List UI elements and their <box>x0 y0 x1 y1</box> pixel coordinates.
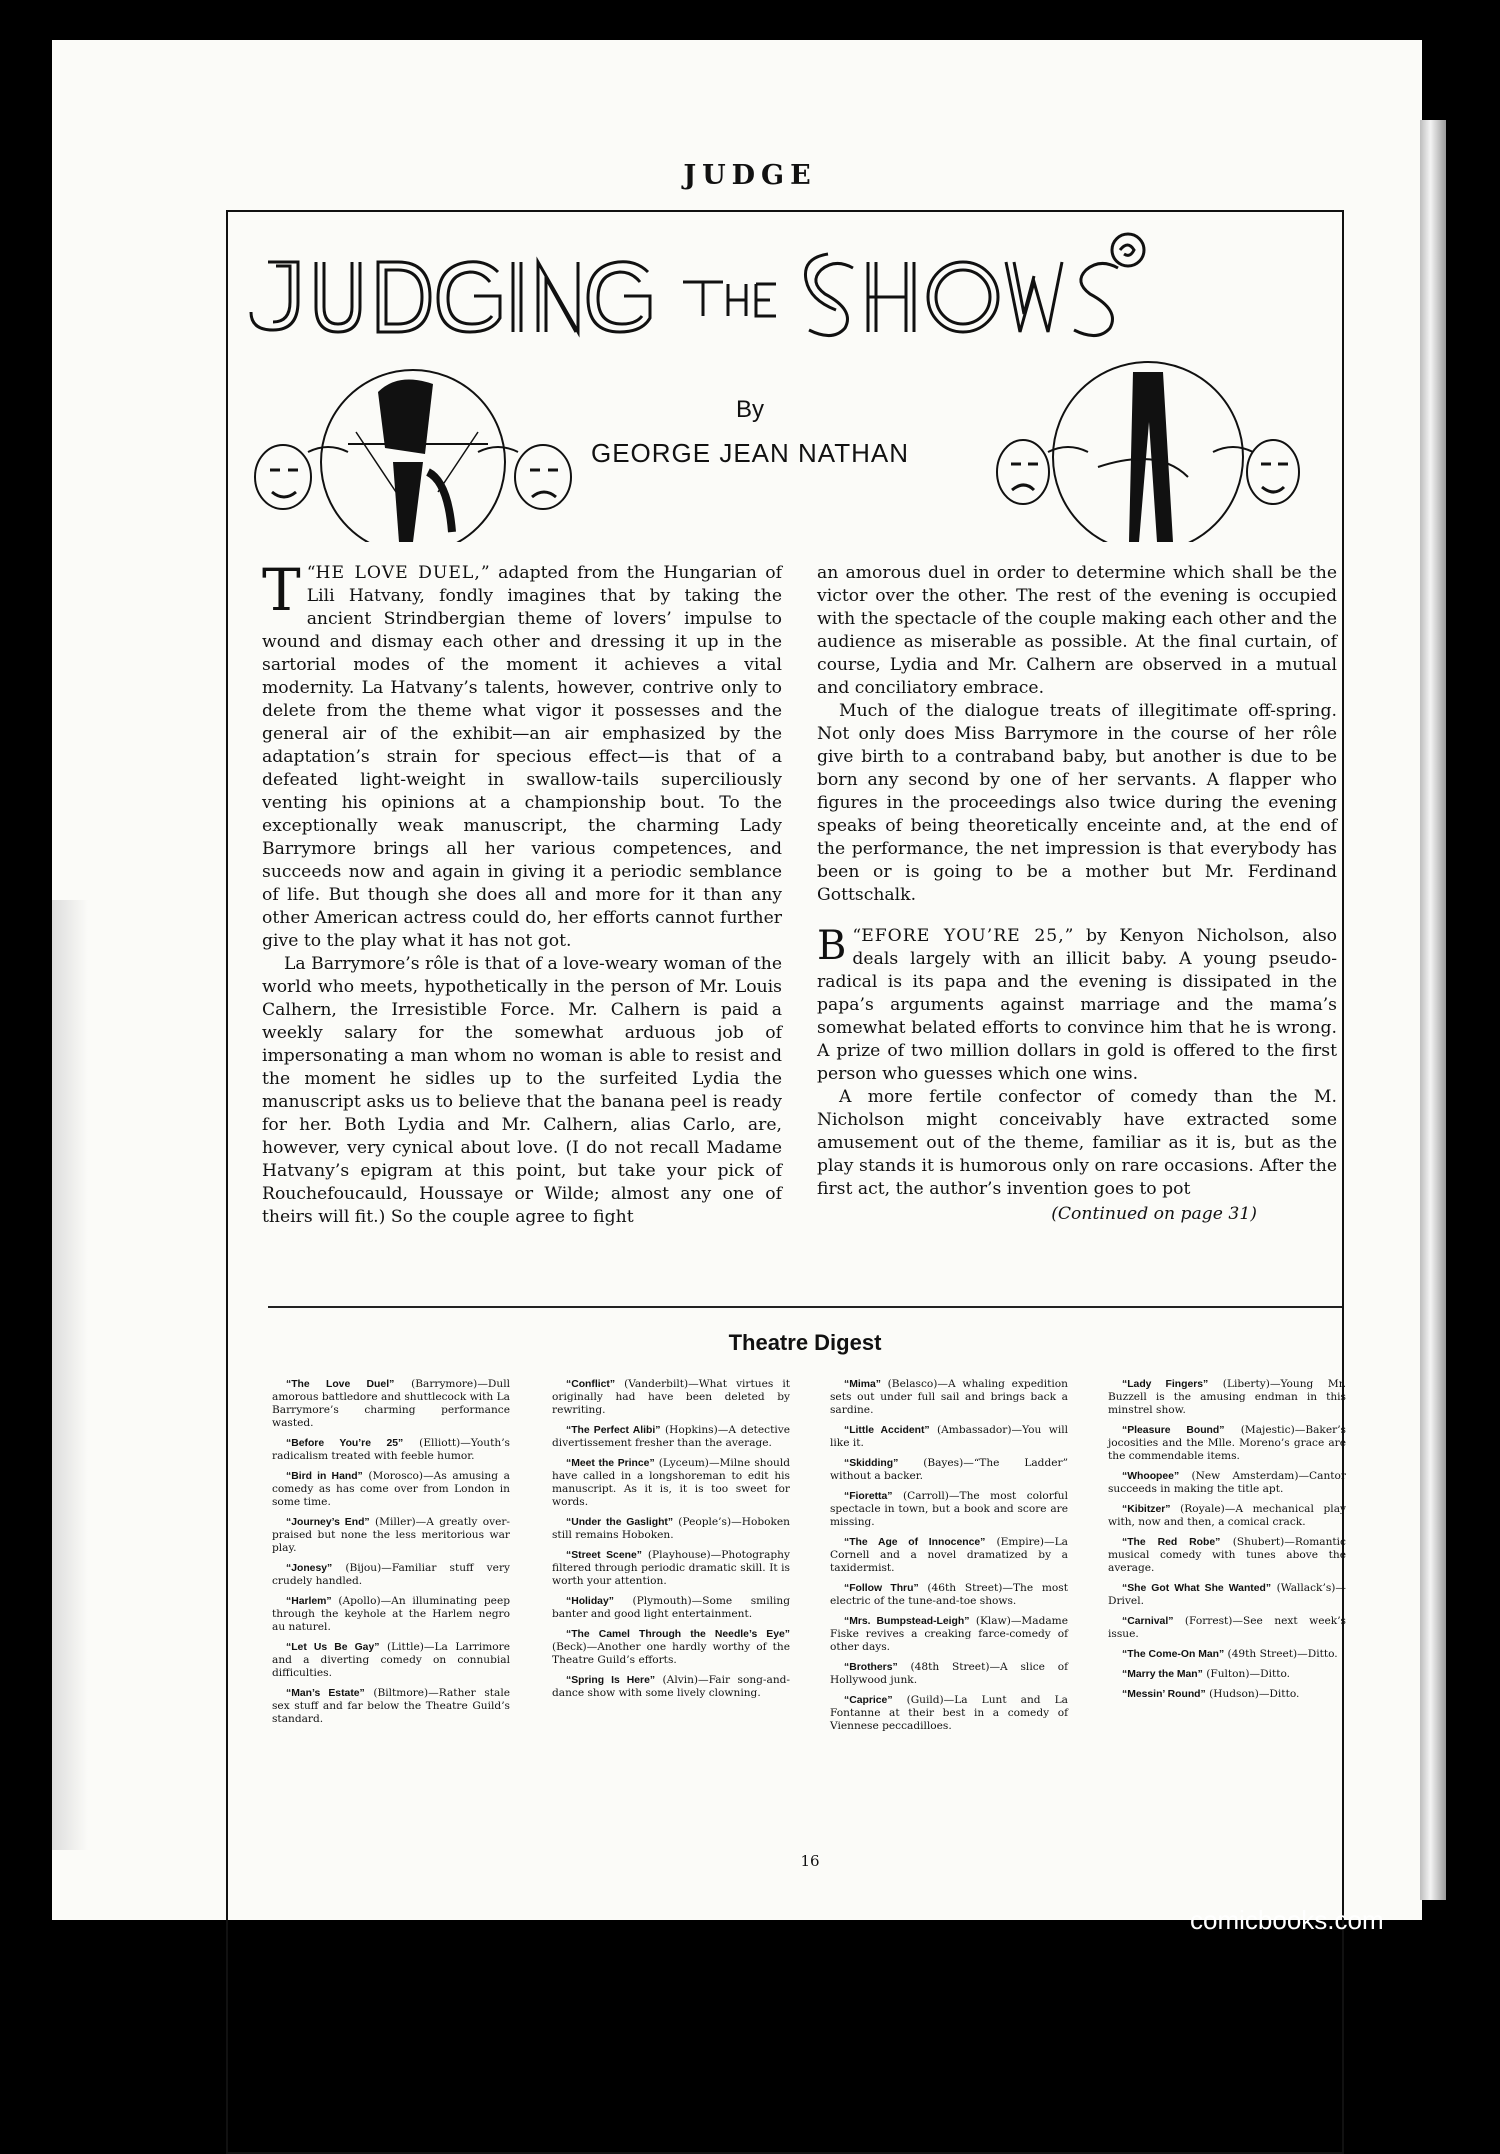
show-note: (Bijou)—Familiar stuff very crudely handled. <box>272 1562 510 1587</box>
show-title: “Man’s Estate” <box>286 1688 365 1699</box>
show-title: “Messin’ Round” <box>1122 1689 1206 1700</box>
digest-item <box>1108 1536 1346 1575</box>
digest-column-1 <box>272 1378 510 1733</box>
show-title: “Holiday” <box>566 1596 614 1607</box>
digest-item <box>830 1582 1068 1608</box>
show-note: (Alvin)—Fair song-and-dance show with some lively clowning. <box>552 1674 790 1699</box>
show-note: (Morosco)—As amusing a comedy as has come over from London in some time. <box>272 1470 510 1508</box>
show-note: (Barrymore)—Dull amorous battledore and shuttlecock with La Barrymore’s charming performance wasted. <box>272 1378 511 1429</box>
show-title: “Mrs. Bumpstead-Leigh” <box>844 1616 970 1627</box>
show-title: “Brothers” <box>844 1662 898 1673</box>
digest-column-2 <box>552 1378 790 1707</box>
page-edge-shadow <box>52 900 88 1850</box>
show-note: (Hopkins)—A detective divertissement fresher than the average. <box>552 1424 790 1449</box>
show-title: “The Camel Through the Needle’s Eye” <box>566 1629 790 1640</box>
show-title: “Lady Fingers” <box>1122 1379 1209 1390</box>
digest-item <box>1108 1424 1346 1463</box>
show-note: (Forrest)—See next week’s issue. <box>1108 1615 1346 1640</box>
article-paragraph: Much of the dialogue treats of illegitimate off-spring. Not only does Miss Barrymore in the course of her rôle give birth to a contraband baby, but another is due to be born any second by one of her servants. A flapper who figures in the proceedings also twice during the evening speaks of being theoretically enceinte and, at the end of the performance, the net impression is that everybody has been or is going to be a mother but Mr. Ferdinand Gottschalk. <box>817 701 1337 905</box>
show-title: “The Red Robe” <box>1122 1537 1221 1548</box>
article-column-1 <box>262 556 783 1229</box>
show-note: (Plymouth)—Some smiling banter and good light entertainment. <box>552 1595 790 1620</box>
show-note: (Miller)—A greatly over-praised but none the less meritorious war play. <box>272 1516 511 1554</box>
show-title: “The Perfect Alibi” <box>566 1425 661 1436</box>
show-title: “Mima” <box>844 1379 881 1390</box>
byline <box>0 396 1500 469</box>
show-note: (Apollo)—An illuminating peep through the keyhole at the Harlem negro au naturel. <box>272 1595 510 1633</box>
show-title: “Whoopee” <box>1122 1471 1180 1482</box>
digest-item <box>1108 1668 1346 1681</box>
show-title: “Pleasure Bound” <box>1122 1425 1225 1436</box>
show-note: (Ambassador)—You will like it. <box>830 1424 1068 1449</box>
show-title: “Before You’re 25” <box>286 1438 404 1449</box>
digest-item <box>272 1516 510 1555</box>
digest-item <box>552 1674 790 1700</box>
digest-item <box>552 1516 790 1542</box>
show-note: (Little)—La Larrimore and a diverting comedy on connubial difficulties. <box>272 1641 510 1679</box>
digest-title: Theatre Digest <box>728 1330 882 1355</box>
show-note: (Hudson)—Ditto. <box>1205 1688 1300 1700</box>
show-note: (Klaw)—Madame Fiske revives a creaking farce-comedy of other days. <box>830 1615 1068 1653</box>
digest-item <box>1108 1470 1346 1496</box>
show-title: “The Age of Innocence” <box>844 1537 986 1548</box>
show-note: (People’s)—Hoboken still remains Hoboken. <box>552 1516 790 1541</box>
show-note: (Shubert)—Romantic musical comedy with tunes above the average. <box>1108 1536 1346 1574</box>
show-title: “Skidding” <box>844 1458 899 1469</box>
article-column-2 <box>817 562 1337 1226</box>
show-note: (Belasco)—A whaling expedition sets out under full sail and brings back a sardine. <box>830 1378 1068 1416</box>
show-note: (Bayes)—“The Ladder” without a backer. <box>830 1457 1068 1482</box>
show-title: “Kibitzer” <box>1122 1504 1171 1515</box>
digest-item <box>552 1424 790 1450</box>
show-note: (48th Street)—A slice of Hollywood junk. <box>830 1661 1068 1686</box>
digest-item <box>272 1595 510 1634</box>
digest-item <box>830 1490 1068 1529</box>
show-title: “Bird in Hand” <box>286 1471 363 1482</box>
article-paragraph: A more fertile confector of comedy than the M. Nicholson might conceivably have extracted some amusement out of the theme, familiar as it is, but as the play stands it is humorous only on rare occasions. After the first act, the author’s invention goes to pot <box>817 1087 1337 1199</box>
title-lettering-icon <box>251 234 1144 336</box>
digest-item <box>552 1628 790 1667</box>
show-note: (Guild)—La Lunt and La Fontanne at their best in a comedy of Viennese peccadilloes. <box>830 1694 1068 1732</box>
digest-item <box>830 1378 1068 1417</box>
digest-column-3 <box>830 1378 1068 1740</box>
digest-item <box>272 1641 510 1680</box>
show-title: “Follow Thru” <box>844 1583 919 1594</box>
show-note: (Vanderbilt)—What virtues it originally had have been deleted by rewriting. <box>552 1378 790 1416</box>
show-title: “Under the Gaslight” <box>566 1517 674 1528</box>
digest-item <box>552 1595 790 1621</box>
digest-item <box>552 1549 790 1588</box>
digest-item <box>830 1424 1068 1450</box>
show-note: (Elliott)—Youth’s radicalism treated with feeble humor. <box>272 1437 510 1462</box>
show-title: “Marry the Man” <box>1122 1669 1203 1680</box>
drop-cap: B <box>817 923 847 969</box>
show-note: (Wallack’s)—Drivel. <box>1108 1582 1347 1607</box>
digest-column-4 <box>1108 1378 1346 1708</box>
show-title: “Jonesy” <box>286 1563 333 1574</box>
show-note: (New Amsterdam)—Cantor succeeds in making the title apt. <box>1108 1470 1346 1495</box>
show-title: “Carnival” <box>1122 1616 1174 1627</box>
paragraph-text: ” by Kenyon Nicholson, also deals largely with an illicit baby. A young pseudo-radical is its papa and the evening is dissipated in the papa’s arguments against marriage and the mama’s somewhat belated efforts to convince him that he is wrong. A prize of two million dollars in gold is offered to the first person who guesses which one wins. <box>817 926 1338 1084</box>
show-title: “Conflict” <box>566 1379 616 1390</box>
show-title: “She Got What She Wanted” <box>1122 1583 1272 1594</box>
show-note: (Empire)—La Cornell and a novel dramatized by a taxidermist. <box>830 1536 1068 1574</box>
digest-item <box>1108 1503 1346 1529</box>
masthead: JUDGE <box>683 160 817 191</box>
paragraph-text: ” adapted from the Hungarian of Lili Hatvany, fondly imagines that by taking the ancient Strindbergian theme of lovers’ impulse to wound and dismay each other and dressing it up in the sartorial modes of the moment it achieves a vital modernity. La Hatvany’s talents, however, contrive only to delete from the theme what vigor it possesses and the general air of the exhibit—an air emphasized by the adaptation’s strain for specious effect—is that of a defeated light-weight in swallow-tails superciliously venting his opinions at a championship bout. To the exceptionally weak manuscript, the charming Lady Barrymore brings all her various competences, and succeeds now and again in giving it a periodic semblance of life. But though she does all and more for it than any other American actress could do, her efforts cannot further give to the play what it has not got. <box>262 563 783 951</box>
show-note: (46th Street)—The most electric of the tune-and-toe shows. <box>830 1582 1068 1607</box>
digest-item <box>1108 1582 1346 1608</box>
show-note: (Lyceum)—Milne should have called in a longshoreman to edit his manuscript. As it is, it is too sweet for words. <box>552 1457 790 1508</box>
show-note: (Fulton)—Ditto. <box>1202 1668 1291 1680</box>
article-paragraph: “ B EFORE YOU’RE 25,” by Kenyon Nicholson, also deals largely with an illicit baby. A young pseudo-radical is its papa and the evening is dissipated in the papa’s arguments against marriage and the mama’s somewhat belated efforts to convince him that he is wrong. A prize of two million dollars in gold is offered to the first person who guesses which one wins. <box>817 923 1338 1084</box>
show-title: “Caprice” <box>844 1695 893 1706</box>
digest-item <box>1108 1648 1346 1661</box>
show-title: “Little Accident” <box>844 1425 930 1436</box>
digest-item <box>1108 1615 1346 1641</box>
drop-cap: T <box>262 556 301 624</box>
show-note: (Biltmore)—Rather stale sex stuff and far below the Theatre Guild’s standard. <box>272 1687 510 1725</box>
digest-item <box>552 1378 790 1417</box>
digest-item <box>830 1457 1068 1483</box>
digest-item <box>272 1378 510 1430</box>
digest-item <box>830 1694 1068 1733</box>
show-title: “Fioretta” <box>844 1491 893 1502</box>
show-note: (Liberty)—Young Mr. Buzzell is the amusing endman in this minstrel show. <box>1108 1378 1346 1416</box>
digest-item <box>272 1562 510 1588</box>
digest-divider <box>268 1306 1342 1308</box>
show-note: (Carroll)—The most colorful spectacle in town, but a book and score are missing. <box>830 1490 1068 1528</box>
byline-by: By <box>735 396 764 423</box>
binding-gutter <box>1420 120 1446 1900</box>
show-note: (Royale)—A mechanical play with, now and then, a comical crack. <box>1108 1503 1346 1528</box>
show-title: “Journey’s End” <box>286 1517 370 1528</box>
site-watermark: comicbooks.com <box>1190 1905 1384 1935</box>
judging-the-shows-header-art <box>228 212 1342 542</box>
article-paragraph: an amorous duel in order to determine which shall be the victor over the other. The rest of the evening is occupied with the spectacle of the couple making each other and the audience as miserable as possible. At the final curtain, of course, Lydia and Mr. Calhern are observed in a mutual and conciliatory embrace. <box>817 563 1337 698</box>
digest-item <box>830 1615 1068 1654</box>
show-title: “Let Us Be Gay” <box>286 1642 380 1653</box>
continued-line: (Continued on page 31) <box>1051 1204 1257 1224</box>
digest-item <box>1108 1378 1346 1417</box>
show-note: (Majestic)—Baker’s jocosities and the Mlle. Moreno’s grace are the commendable items. <box>1108 1424 1346 1462</box>
show-title: “The Come-On Man” <box>1122 1649 1225 1660</box>
show-title: “Street Scene” <box>566 1550 642 1561</box>
show-title: “Spring Is Here” <box>566 1675 656 1686</box>
show-title: “The Love Duel” <box>286 1379 395 1390</box>
article-paragraph: “ T HE LOVE DUEL,” adapted from the Hungarian of Lili Hatvany, fondly imagines that by taking the ancient Strindbergian theme of lovers’ impulse to wound and dismay each other and dressing it up in the sartorial modes of the moment it achieves a vital modernity. La Hatvany’s talents, however, contrive only to delete from the theme what vigor it possesses and the general air of the exhibit—an air emphasized by the adaptation’s strain for specious effect—is that of a defeated light-weight in swallow-tails superciliously venting his opinions at a championship bout. To the exceptionally weak manuscript, the charming Lady Barrymore brings all her various competences, and succeeds now and again in giving it a periodic semblance of life. But though she does all and more for it than any other American actress could do, her efforts cannot further give to the play what it has not got. <box>262 556 783 951</box>
article-paragraph: La Barrymore’s rôle is that of a love-weary woman of the world who meets, hypothetically in the person of Mr. Louis Calhern, the Irresistible Force. Mr. Calhern is paid a weekly salary for the somewhat arduous job of impersonating a man whom no woman is able to resist and the moment he sidles up to the surfeited Lydia the manuscript asks us to believe that the banana peel is ready for her. Both Lydia and Mr. Calhern, alias Carlo, are, however, very cynical about love. (I do not recall Madame Hatvany’s epigram at this point, but take your pick of Rouchefoucauld, Houssaye or Wilde; almost any one of theirs will fit.) So the couple agree to fight <box>262 954 782 1227</box>
show-note: (Beck)—Another one hardly worthy of the Theatre Guild’s efforts. <box>552 1641 790 1666</box>
show-title: “Harlem” <box>286 1596 332 1607</box>
lead-in: HE LOVE DUEL, <box>315 563 481 583</box>
page-number: 16 <box>800 1852 820 1870</box>
lead-in: EFORE YOU’RE 25, <box>861 926 1065 946</box>
digest-item <box>272 1687 510 1726</box>
digest-item <box>552 1457 790 1509</box>
digest-item <box>1108 1688 1346 1701</box>
digest-item <box>272 1437 510 1463</box>
digest-item <box>830 1661 1068 1687</box>
digest-item <box>272 1470 510 1509</box>
show-note: (Playhouse)—Photography filtered through periodic dramatic skill. It is worth your attention. <box>552 1549 790 1587</box>
show-note: (49th Street)—Ditto. <box>1224 1648 1338 1660</box>
digest-item <box>830 1536 1068 1575</box>
show-title: “Meet the Prince” <box>566 1458 655 1469</box>
byline-author: GEORGE JEAN NATHAN <box>590 438 909 468</box>
